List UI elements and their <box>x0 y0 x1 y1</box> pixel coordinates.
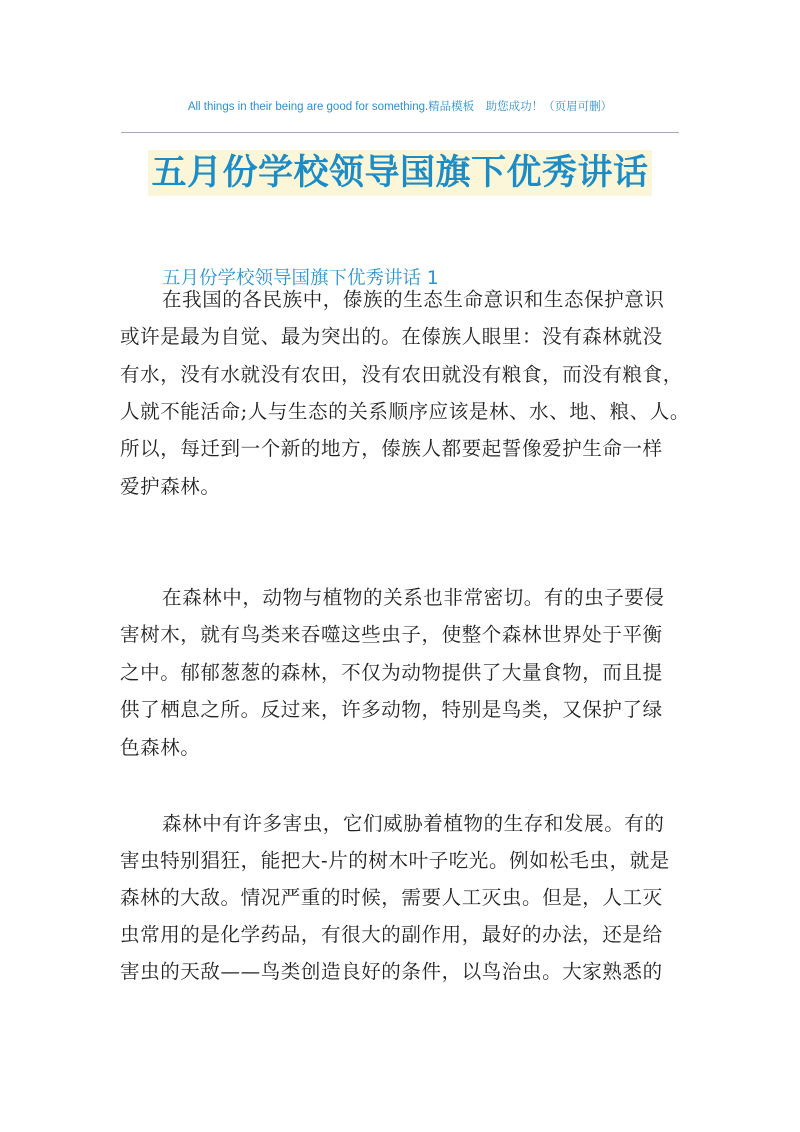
text-line: 害树木，就有鸟类来吞噬这些虫子，使整个森林世界处于平衡 <box>120 623 663 646</box>
text-line: 色森林。 <box>120 736 201 759</box>
text-line: 在我国的各民族中，傣族的生态生命意识和生态保护意识 <box>162 288 665 311</box>
header-divider <box>121 132 679 133</box>
text-line: 害虫特别猖狂，能把大-片的树木叶子吃光。例如松毛虫，就是 <box>120 849 670 872</box>
text-line: 在森林中，动物与植物的关系也非常密切。有的虫子要侵 <box>162 586 665 609</box>
text-line: 森林中有许多害虫，它们威胁着植物的生存和发展。有的 <box>162 812 665 835</box>
text-line: 爱护森林。 <box>120 475 221 498</box>
text-line: 森林的大敌。情况严重的时候，需要人工灭虫。但是，人工灭 <box>120 886 663 909</box>
section-heading: 五月份学校领导国旗下优秀讲话 1 <box>162 268 439 289</box>
text-line: 之中。郁郁葱葱的森林，不仅为动物提供了大量食物，而且提 <box>120 661 663 684</box>
text-line: 所以，每迁到一个新的地方，傣族人都要起誓像爱护生命一样 <box>120 437 663 460</box>
text-line: 有水，没有水就没有农田，没有农田就没有粮食，而没有粮食， <box>120 363 683 386</box>
document-title: 五月份学校领导国旗下优秀讲话 <box>148 150 651 196</box>
text-line: 害虫的天敌——鸟类创造良好的条件，以鸟治虫。大家熟悉的 <box>120 960 663 983</box>
text-line: 供了栖息之所。反过来，许多动物，特别是鸟类，又保护了绿 <box>120 698 663 721</box>
title-container <box>0 150 800 196</box>
text-line: 人就不能活命;人与生态的关系顺序应该是林、水、地、粮、人。 <box>120 400 690 423</box>
text-line: 虫常用的是化学药品，有很大的副作用，最好的办法，还是给 <box>120 923 663 946</box>
text-line: 或许是最为自觉、最为突出的。在傣族人眼里：没有森林就没 <box>120 325 663 348</box>
page-header: All things in their being are good for something.精品模板 助您成功！（页眉可删） <box>187 101 613 113</box>
